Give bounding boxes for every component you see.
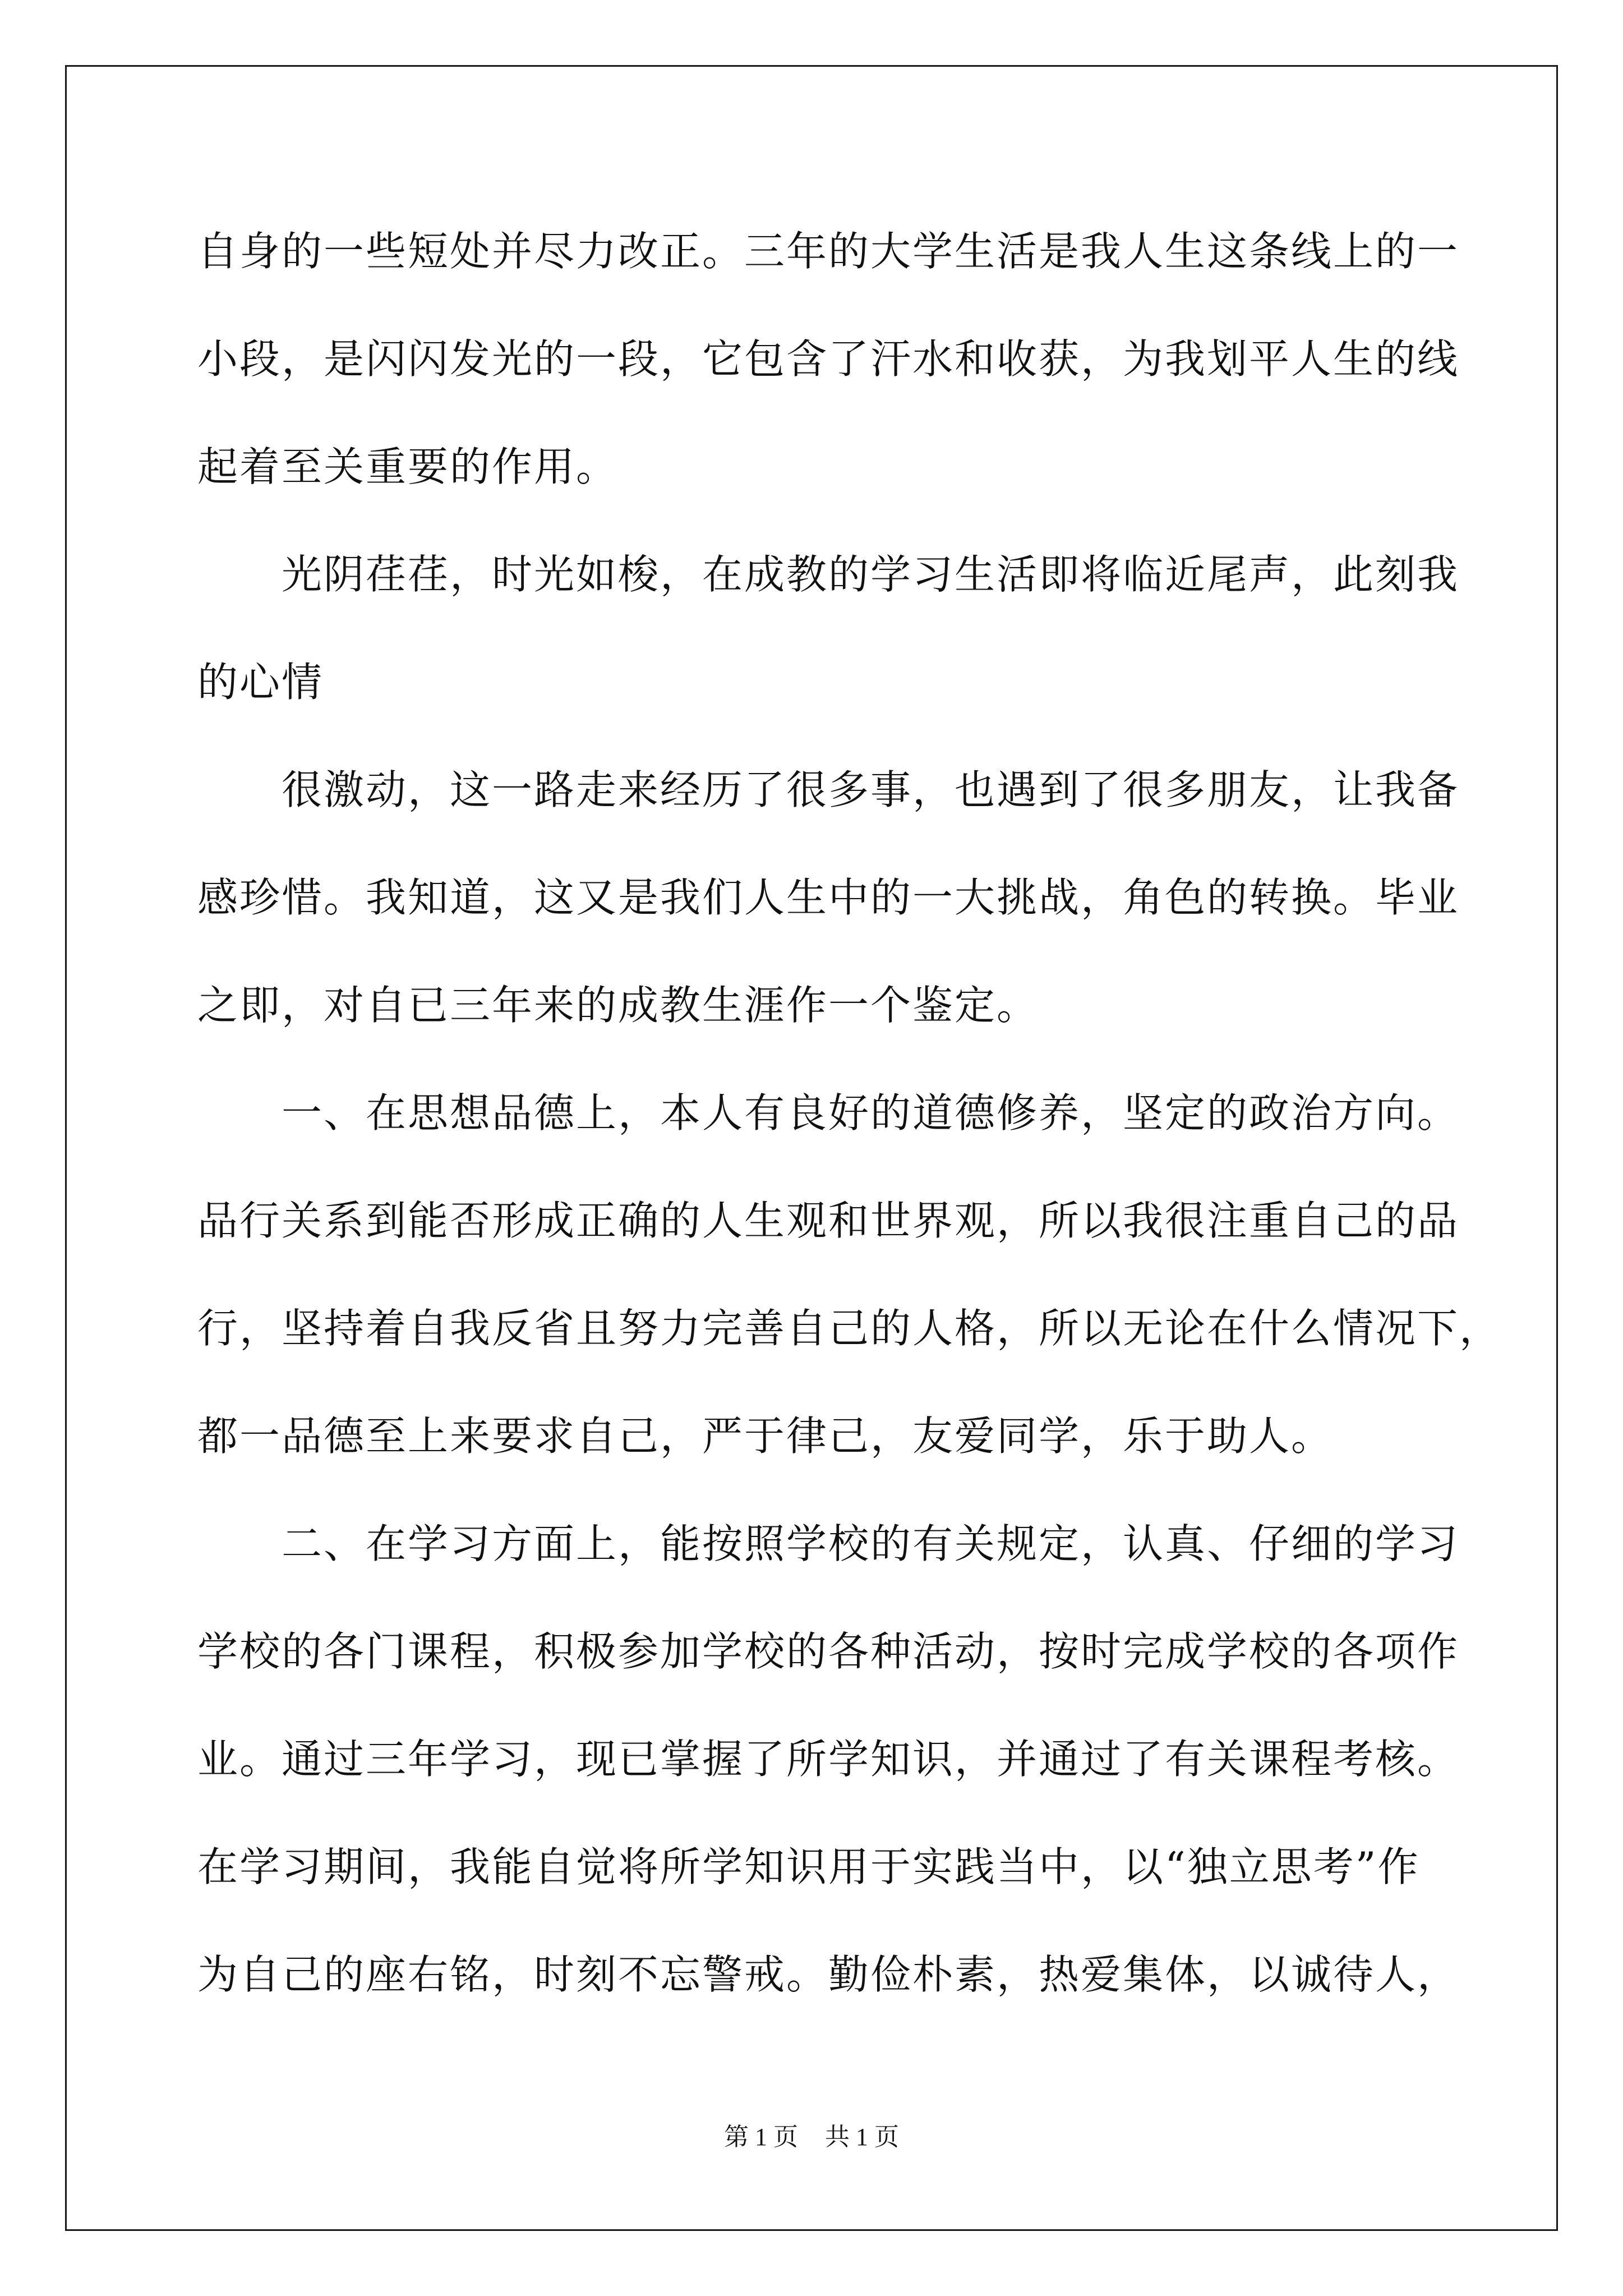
text-line: 二、在学习方面上，能按照学校的有关规定，认真、仔细的学习 <box>197 1520 1460 1567</box>
text-line: 行，坚持着自我反省且努力完善自己的人格，所以无论在什么情况下， <box>197 1305 1502 1352</box>
page-total: 共 1 页 <box>825 2123 899 2151</box>
text-line: 业。通过三年学习，现已掌握了所学知识，并通过了有关课程考核。 <box>197 1736 1460 1783</box>
text-line: 学校的各门课程，积极参加学校的各种活动，按时完成学校的各项作 <box>197 1628 1460 1675</box>
document-body <box>197 197 1502 2028</box>
text-line: 的心情 <box>197 659 324 706</box>
text-line: 在学习期间，我能自觉将所学知识用于实践当中，以“独立思考”作 <box>197 1843 1420 1890</box>
text-line: 感珍惜。我知道，这又是我们人生中的一大挑战，角色的转换。毕业 <box>197 874 1460 921</box>
text-line: 都一品德至上来要求自己，严于律己，友爱同学，乐于助人。 <box>197 1412 1334 1460</box>
text-line: 之即，对自已三年来的成教生涯作一个鉴定。 <box>197 982 1039 1029</box>
text-line: 起着至关重要的作用。 <box>197 443 619 490</box>
text-line: 很激动，这一路走来经历了很多事，也遇到了很多朋友，让我备 <box>197 766 1460 813</box>
text-line: 为自己的座右铭，时刻不忘警戒。勤俭朴素，热爱集体，以诚待人， <box>197 1951 1460 1998</box>
text-line: 小段，是闪闪发光的一段，它包含了汗水和收获，为我划平人生的线 <box>197 335 1460 383</box>
text-line: 品行关系到能否形成正确的人生观和世界观，所以我很注重自己的品 <box>197 1197 1460 1244</box>
page-footer <box>0 2120 1623 2154</box>
text-line: 自身的一些短处并尽力改正。三年的大学生活是我人生这条线上的一 <box>197 228 1460 275</box>
text-line: 光阴荏荏，时光如梭，在成教的学习生活即将临近尾声，此刻我 <box>197 551 1460 598</box>
page-number: 第 1 页 <box>724 2123 798 2151</box>
text-line: 一、在思想品德上，本人有良好的道德修养，坚定的政治方向。 <box>197 1089 1460 1137</box>
